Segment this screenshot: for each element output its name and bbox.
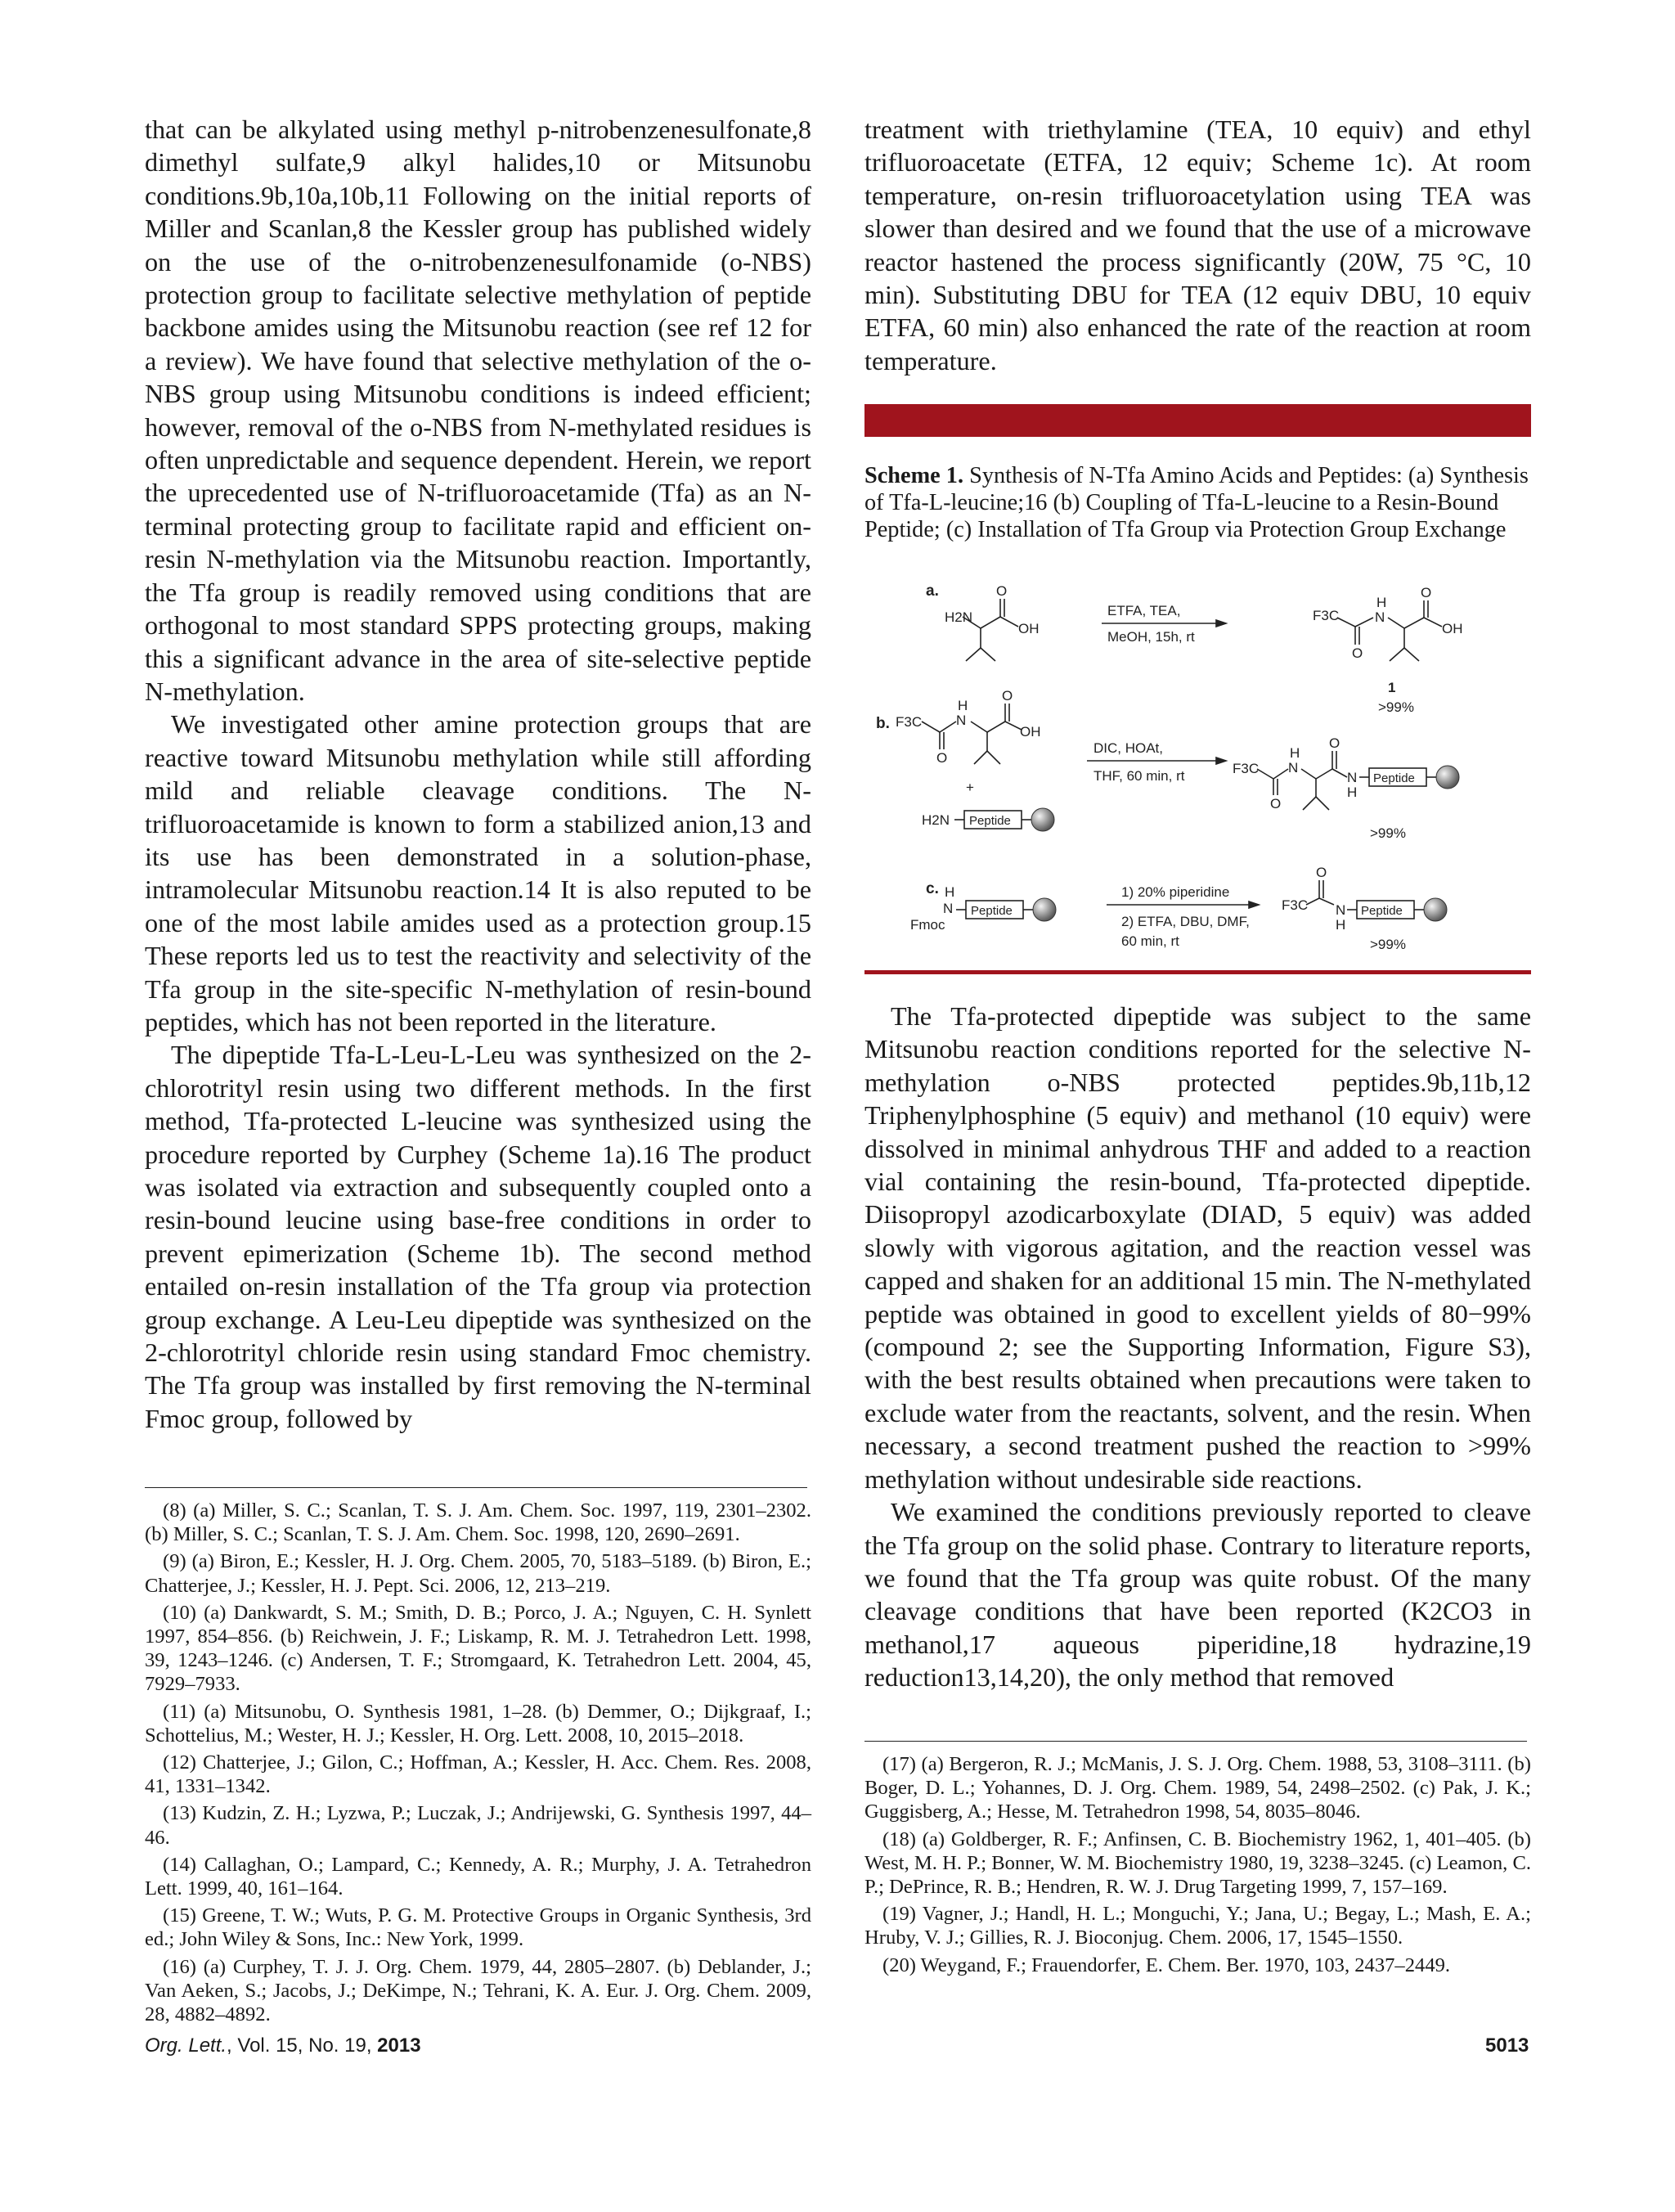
fmoc-label: Fmoc: [910, 917, 945, 933]
scheme-c-reagents-1: 1) 20% piperidine: [1121, 884, 1230, 900]
resin-bead-icon: [1033, 898, 1056, 921]
peptide-box-label: Peptide: [969, 814, 1011, 828]
left-footnotes: [145, 1499, 811, 2030]
atom-label: N: [1375, 609, 1385, 625]
footnote: (10) (a) Dankwardt, S. M.; Smith, D. B.; Porco, J. A.; Nguyen, C. H. Synlett 1997, 854–856. (b) Reichwein, J. F.; Liskamp, R. M. J. Tetrahedron Lett. 1998, 39, 1243–1246. (c) Andersen, T. F.; Stromgaard, K. Tetrahedron Lett. 2004, 45, 7929–7933.: [145, 1601, 811, 1696]
footnote: (16) (a) Curphey, T. J. J. Org. Chem. 1979, 44, 2805–2807. (b) Deblander, J.; Van Aeken, S.; Jacobs, J.; DeKimpe, N.; Tehrani, K. A. Eur. J. Org. Chem. 2009, 28, 4882–4892.: [145, 1955, 811, 2026]
paragraph: The dipeptide Tfa-L-Leu-L-Leu was synthesized on the 2-chlorotrityl resin using two different methods. In the first method, Tfa-protected L-leucine was synthesized using the procedure reported by Curphey (Scheme 1a).16 The product was isolated via extraction and subsequently coupled onto a resin-bound leucine using base-free conditions in order to prevent epimerization (Scheme 1b). The second method entailed on-resin installation of the Tfa group via protection group exchange. A Leu-Leu dipeptide was synthesized on the 2-chlorotrityl chloride resin using standard Fmoc chemistry. The Tfa group was installed by first removing the N-terminal Fmoc group, followed by: [145, 1040, 811, 1433]
atom-label: F3C: [896, 714, 923, 730]
atom-label: H2N: [922, 812, 950, 828]
scheme-b-yield: >99%: [1370, 825, 1406, 841]
atom-label: H: [945, 884, 955, 900]
atom-label: N: [1336, 902, 1346, 918]
atom-label: O: [996, 583, 1008, 599]
atom-label: O: [1316, 865, 1327, 880]
atom-label: O: [1421, 585, 1432, 600]
paragraph: that can be alkylated using methyl p-nitrobenzenesulfonate,8 dimethyl sulfate,9 alkyl halides,10 or Mitsunobu conditions.9b,10a,10b,11 Following on the initial reports of Miller and Scanlan,8 the Kessler group has published widely on the use of the o-nitrobenzenesulfonamide (o-NBS) protection group to facilitate selective methylation of peptide backbone amides using the Mitsunobu reaction (see ref 12 for a review). We have found that selective methylation of the o-NBS group using Mitsunobu conditions is indeed efficient; however, removal of the o-NBS from N-methylated residues is often unpredictable and sequence dependent. Herein, we report the uprecedented use of N-trifluoroacetamide (Tfa) as an N-terminal protecting group to facilitate rapid and efficient on-resin N-methylation via the Mitsunobu reaction. Importantly, the Tfa group is readily removed using conditions that are orthogonal to most standard SPPS protecting groups, making this a significant advance in the area of site-selective peptide N-methylation.: [145, 115, 811, 706]
scheme-caption-label: Scheme 1.: [864, 463, 964, 488]
atom-label: OH: [1020, 724, 1041, 740]
atom-label: OH: [1018, 621, 1040, 636]
footnote: (11) (a) Mitsunobu, O. Synthesis 1981, 1–28. (b) Demmer, O.; Dijkgraaf, I.; Schottelius, M.; Wester, H. J.; Kessler, H. Org. Lett. 2008, 10, 2015–2018.: [145, 1700, 811, 1747]
atom-label: +: [966, 780, 974, 795]
right-footnotes: [864, 1752, 1531, 1980]
footnote-divider: [145, 1487, 807, 1488]
left-column: [145, 113, 811, 1435]
scheme-label-b: b.: [876, 715, 890, 732]
atom-label: H: [1347, 785, 1358, 800]
scheme-caption: [864, 462, 1531, 543]
journal-year: 2013: [377, 2034, 421, 2057]
resin-bead-icon: [1436, 766, 1459, 789]
atom-label: O: [1352, 645, 1363, 661]
atom-label: O: [936, 750, 948, 766]
atom-label: N: [956, 713, 967, 728]
atom-label: F3C: [1313, 608, 1340, 623]
atom-label: H: [1290, 745, 1300, 761]
footnote: (19) Vagner, J.; Handl, H. L.; Monguchi, Y.; Jana, U.; Begay, L.; Mash, E. A.; Hruby, V. J.; Gillies, R. J. Bioconjug. Chem. 2006, 17, 1545–1550.: [864, 1903, 1531, 1949]
scheme-a-reagents-1: ETFA, TEA,: [1107, 603, 1181, 618]
paragraph: treatment with triethylamine (TEA, 10 equiv) and ethyl trifluoroacetate (ETFA, 12 equiv; Scheme 1c). At room temperature, on-resin trifluoroacetylation using TEA was slower than desired and we found that the use of a microwave reactor hastened the process significantly (20W, 75 °C, 10 min). Substituting DBU for TEA (12 equiv DBU, 10 equiv ETFA, 60 min) also enhanced the rate of the reaction at room temperature.: [864, 115, 1531, 375]
footnote: (9) (a) Biron, E.; Kessler, H. J. Org. Chem. 2005, 70, 5183–5189. (b) Biron, E.; Chatterjee, J.; Kessler, H. J. Pept. Sci. 2006, 12, 213–219.: [145, 1550, 811, 1597]
footnote: (20) Weygand, F.; Frauendorfer, E. Chem. Ber. 1970, 103, 2437–2449.: [882, 1953, 1451, 1976]
atom-label: H2N: [945, 609, 973, 625]
atom-label: N: [1288, 760, 1299, 776]
scheme-b-reagents-2: THF, 60 min, rt: [1093, 768, 1185, 784]
paragraph: We investigated other amine protection groups that are reactive toward Mitsunobu methylation while still affording mild and reliable cleavage conditions. The N-trifluoroacetamide is known to form a stabilized anion,13 and its use has been demonstrated in a solution-phase, intramolecular Mitsunobu reaction.14 It is also reputed to be one of the most labile amides used as a protection group.15 These reports led us to test the reactivity and selectivity of the Tfa group in the site-specific N-methylation of resin-bound peptides, which has not been reported in the literature.: [145, 709, 811, 1036]
footnote: (15) Greene, T. W.; Wuts, P. G. M. Protective Groups in Organic Synthesis, 3rd ed.; John Wiley & Sons, Inc.: New York, 1999.: [145, 1904, 811, 1951]
resin-bead-icon: [1424, 898, 1447, 921]
scheme-label-c: c.: [926, 880, 939, 897]
peptide-box-label: Peptide: [1361, 904, 1403, 918]
scheme-c-yield: >99%: [1370, 937, 1406, 952]
footnote: (8) (a) Miller, S. C.; Scanlan, T. S. J. Am. Chem. Soc. 1997, 119, 2301–2302. (b) Miller, S. C.; Scanlan, T. S. J. Am. Chem. Soc. 1998, 120, 2690–2691.: [145, 1499, 811, 1546]
atom-label: H: [1376, 595, 1387, 610]
atom-label: F3C: [1233, 761, 1260, 776]
scheme-c-reagents-2: 2) ETFA, DBU, DMF,: [1121, 914, 1250, 929]
running-footer: [145, 2034, 421, 2057]
atom-label: O: [1270, 796, 1282, 812]
scheme-a-yield: >99%: [1378, 699, 1414, 715]
scheme-label-a: a.: [926, 582, 939, 600]
footnote: (17) (a) Bergeron, R. J.; McManis, J. S. J. Org. Chem. 1988, 53, 3108–3111. (b) Boger, D. L.; Yohannes, D. J. Org. Chem. 1989, 54, 2498–2502. (c) Pak, J. K.; Guggisberg, A.; Hesse, M. Tetrahedron 1998, 54, 8035–8046.: [864, 1753, 1531, 1823]
scheme-bottom-bar: [864, 970, 1531, 974]
right-column-body: [864, 1000, 1531, 1694]
paragraph: We examined the conditions previously reported to cleave the Tfa group on the solid phase. Contrary to literature reports, we found that the Tfa group was quite robust. Of the many cleavage conditions that have been reported (K2CO3 in methanol,17 aqueous piperidine,18 hydrazine,19 reduction13,14,20), the only method that removed: [864, 1497, 1531, 1693]
footnote: (12) Chatterjee, J.; Gilon, C.; Hoffman, A.; Kessler, H. Acc. Chem. Res. 2008, 41, 1331–1342.: [145, 1751, 811, 1798]
scheme-header-bar: [864, 404, 1531, 437]
footnote: (13) Kudzin, Z. H.; Lyzwa, P.; Luczak, J.; Andrijewski, G. Synthesis 1997, 44–46.: [145, 1802, 811, 1849]
footnote: (14) Callaghan, O.; Lampard, C.; Kennedy, A. R.; Murphy, J. A. Tetrahedron Lett. 1999, 40, 161–164.: [145, 1853, 811, 1900]
journal-volume: , Vol. 15, No. 19,: [227, 2034, 378, 2057]
atom-label: N: [943, 901, 954, 916]
peptide-box-label: Peptide: [1373, 771, 1415, 785]
scheme-diagram: [864, 573, 1531, 965]
atom-label: H: [958, 698, 968, 713]
peptide-box-label: Peptide: [971, 904, 1013, 918]
footnote-divider: [864, 1741, 1527, 1742]
scheme-b-reagents-1: DIC, HOAt,: [1093, 740, 1164, 756]
journal-name: Org. Lett.: [145, 2034, 227, 2057]
atom-label: O: [1002, 688, 1013, 704]
atom-label: OH: [1442, 621, 1463, 636]
scheme-compound-1: 1: [1388, 680, 1396, 695]
page-number: 5013: [1485, 2034, 1529, 2057]
paragraph: The Tfa-protected dipeptide was subject to the same Mitsunobu reaction conditions reported for the selective N-methylation o-NBS protected peptides.9b,11b,12 Triphenylphosphine (5 equiv) and methanol (10 equiv) were dissolved in minimal anhydrous THF and added to a reaction vial containing the resin-bound, Tfa-protected dipeptide. Diisopropyl azodicarboxylate (DIAD, 5 equiv) was added slowly with vigorous agitation, and the reaction vessel was capped and shaken for an additional 15 min. The N-methylated peptide was obtained in good to excellent yields of 80−99% (compound 2; see the Supporting Information, Figure S3), with the best results obtained when precautions were taken to exclude water from the reactants, solvent, and the resin. When necessary, a second treatment pushed the reaction to >99% methylation without undesirable side reactions.: [864, 1001, 1531, 1494]
atom-label: F3C: [1282, 897, 1309, 913]
footnote: (18) (a) Goldberger, R. F.; Anfinsen, C. B. Biochemistry 1962, 1, 401–405. (b) West, M. H. P.; Bonner, W. M. Biochemistry 1980, 19, 3238–3245. (c) Leamon, C. P.; DePrince, R. B.; Hendren, R. W. J. Drug Targeting 1999, 7, 157–169.: [864, 1828, 1531, 1899]
atom-label: N: [1347, 770, 1358, 785]
scheme-a-reagents-2: MeOH, 15h, rt: [1107, 629, 1195, 645]
resin-bead-icon: [1031, 808, 1054, 831]
scheme-caption-text: Synthesis of N-Tfa Amino Acids and Peptides: (a) Synthesis of Tfa-L-leucine;16 (b) Coupling of Tfa-L-leucine to a Resin-Bound Peptide; (c) Installation of Tfa Group via Protection Group Exchange: [864, 463, 1529, 542]
scheme-c-reagents-3: 60 min, rt: [1121, 933, 1179, 949]
atom-label: H: [1336, 917, 1346, 933]
atom-label: O: [1329, 735, 1340, 751]
right-column-top: [864, 113, 1531, 377]
